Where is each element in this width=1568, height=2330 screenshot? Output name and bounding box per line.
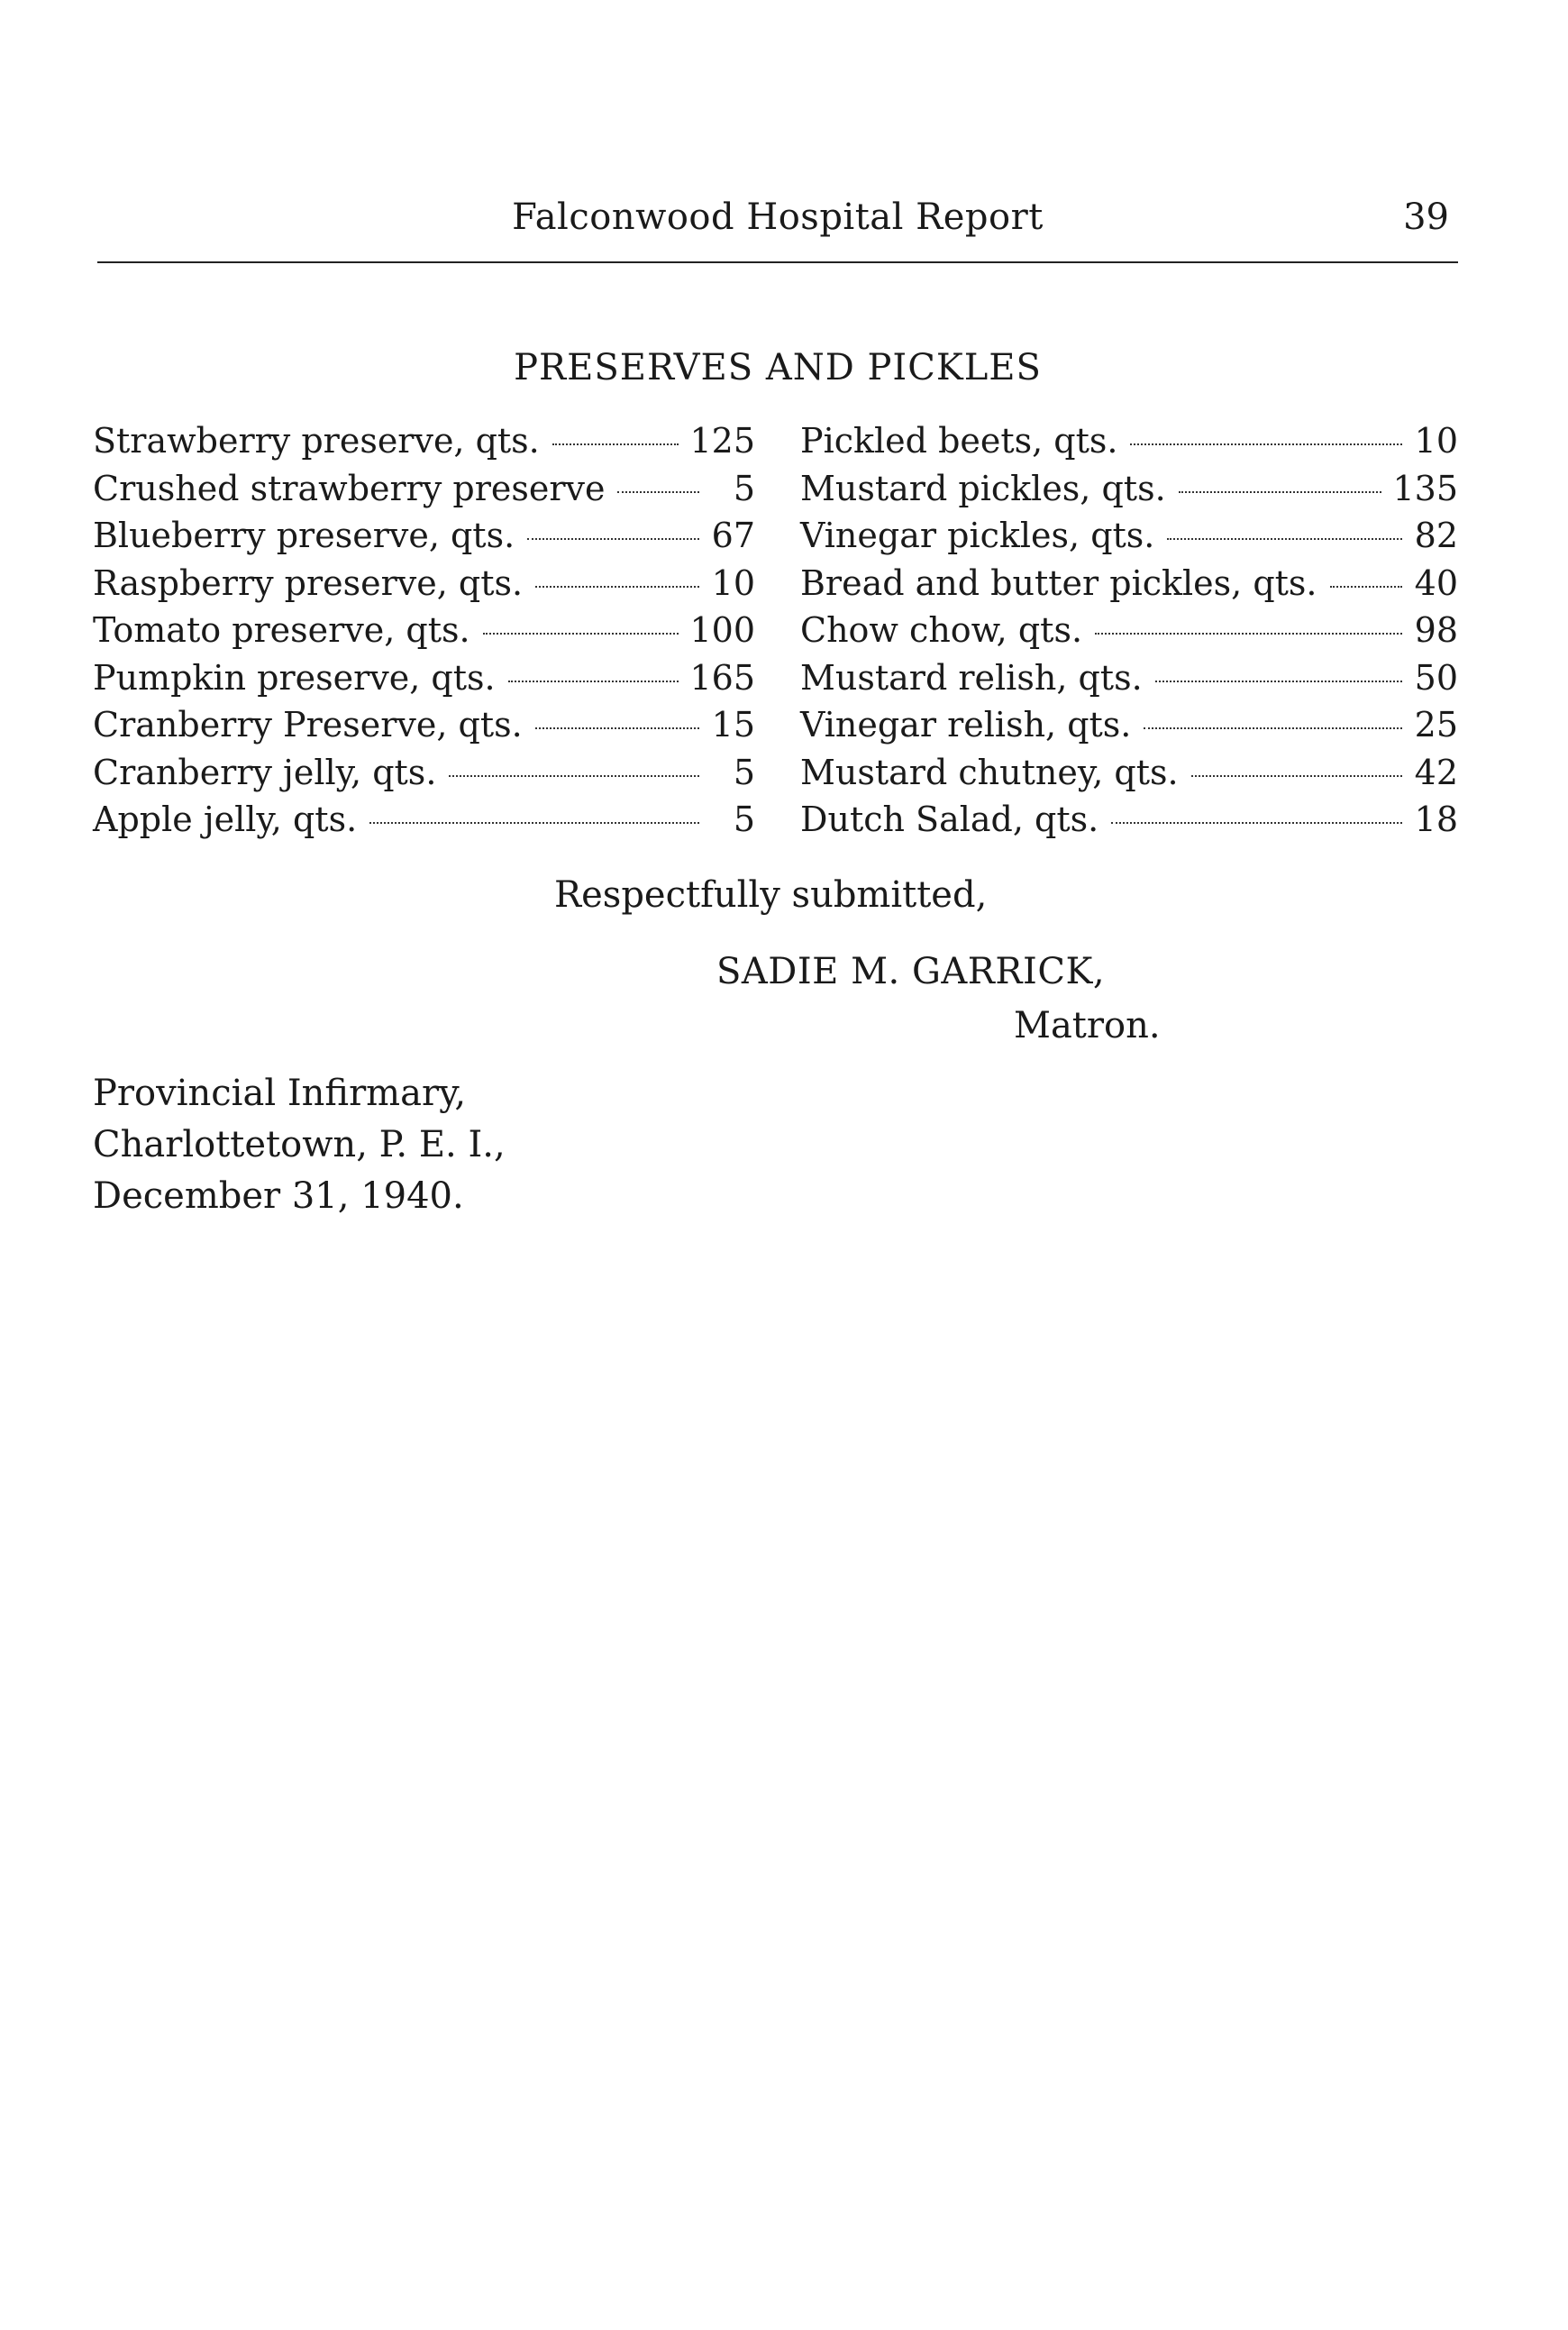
list-item bbox=[800, 465, 1458, 513]
list-item bbox=[800, 607, 1458, 654]
item-name: Cranberry jelly, qts. bbox=[93, 752, 437, 792]
item-quantity: 15 bbox=[711, 705, 755, 745]
item-name: Chow chow, qts. bbox=[800, 610, 1083, 650]
item-quantity: 40 bbox=[1414, 562, 1458, 603]
item-quantity: 82 bbox=[1414, 516, 1458, 555]
dot-leader bbox=[535, 727, 699, 729]
item-quantity: 50 bbox=[1414, 657, 1458, 698]
dot-leader bbox=[1111, 822, 1402, 824]
item-name: Cranberry Preserve, qts. bbox=[93, 705, 523, 745]
section-title: PRESERVES AND PICKLES bbox=[514, 347, 1042, 388]
item-quantity: 98 bbox=[1414, 610, 1458, 650]
item-quantity: 100 bbox=[689, 610, 755, 650]
list-item bbox=[800, 560, 1458, 608]
dot-leader bbox=[1167, 538, 1402, 540]
list-item bbox=[93, 654, 755, 702]
dot-leader bbox=[1130, 443, 1402, 445]
item-name: Bread and butter pickles, qts. bbox=[800, 562, 1317, 603]
item-quantity: 67 bbox=[711, 516, 755, 555]
item-quantity: 135 bbox=[1392, 468, 1458, 508]
list-item bbox=[93, 560, 755, 608]
item-name: Mustard relish, qts. bbox=[800, 657, 1143, 698]
item-quantity: 42 bbox=[1414, 752, 1458, 792]
dot-leader bbox=[1155, 681, 1402, 682]
item-quantity: 5 bbox=[733, 752, 755, 792]
list-item bbox=[93, 701, 755, 749]
closing-line: Respectfully submitted, bbox=[554, 874, 988, 916]
item-name: Dutch Salad, qts. bbox=[800, 800, 1099, 839]
dot-leader bbox=[483, 633, 679, 635]
list-item bbox=[93, 512, 755, 560]
header-rule bbox=[97, 261, 1458, 263]
address-block bbox=[93, 1068, 506, 1222]
item-quantity: 125 bbox=[689, 421, 755, 461]
dot-leader bbox=[1330, 586, 1402, 588]
dot-leader bbox=[1095, 633, 1402, 635]
list-item bbox=[800, 701, 1458, 749]
list-item bbox=[800, 417, 1458, 465]
list-item bbox=[93, 749, 755, 797]
left-column bbox=[93, 417, 755, 844]
item-name: Blueberry preserve, qts. bbox=[93, 516, 515, 555]
item-name: Mustard chutney, qts. bbox=[800, 752, 1179, 792]
item-name: Crushed strawberry preserve bbox=[93, 468, 606, 508]
list-item bbox=[93, 796, 755, 844]
address-line-institution: Provincial Infirmary, bbox=[93, 1073, 467, 1114]
item-name: Raspberry preserve, qts. bbox=[93, 562, 524, 603]
dot-leader bbox=[1144, 727, 1402, 729]
running-title: Falconwood Hospital Report bbox=[512, 196, 1044, 238]
item-name: Apple jelly, qts. bbox=[93, 800, 358, 839]
item-quantity: 10 bbox=[1414, 421, 1458, 461]
item-name: Vinegar relish, qts. bbox=[800, 705, 1132, 745]
item-name: Pickled beets, qts. bbox=[800, 421, 1118, 461]
list-item bbox=[93, 607, 755, 654]
dot-leader bbox=[449, 775, 699, 777]
item-quantity: 25 bbox=[1414, 705, 1458, 745]
signer-title: Matron. bbox=[1014, 1005, 1161, 1046]
item-quantity: 5 bbox=[733, 468, 755, 508]
dot-leader bbox=[617, 491, 699, 493]
item-name: Pumpkin preserve, qts. bbox=[93, 657, 496, 698]
dot-leader bbox=[508, 681, 679, 682]
list-item bbox=[800, 654, 1458, 702]
running-head bbox=[97, 196, 1458, 260]
item-quantity: 18 bbox=[1414, 800, 1458, 839]
dot-leader bbox=[527, 538, 699, 540]
list-item bbox=[93, 417, 755, 465]
list-item bbox=[93, 465, 755, 513]
list-item bbox=[800, 749, 1458, 797]
dot-leader bbox=[535, 586, 699, 588]
address-line-city: Charlottetown, P. E. I., bbox=[93, 1124, 506, 1165]
dot-leader bbox=[1179, 491, 1382, 493]
address-date: December 31, 1940. bbox=[93, 1175, 464, 1217]
right-column bbox=[800, 417, 1458, 844]
list-item bbox=[800, 796, 1458, 844]
dot-leader bbox=[369, 822, 699, 824]
item-name: Strawberry preserve, qts. bbox=[93, 421, 540, 461]
dot-leader bbox=[552, 443, 679, 445]
item-quantity: 165 bbox=[689, 657, 755, 698]
dot-leader bbox=[1191, 775, 1402, 777]
signer-name: SADIE M. GARRICK, bbox=[716, 951, 1106, 992]
list-item bbox=[800, 512, 1458, 560]
item-quantity: 10 bbox=[711, 562, 755, 603]
item-name: Tomato preserve, qts. bbox=[93, 610, 470, 650]
item-quantity: 5 bbox=[733, 800, 755, 839]
item-name: Vinegar pickles, qts. bbox=[800, 516, 1155, 555]
page-number: 39 bbox=[1403, 196, 1449, 238]
item-name: Mustard pickles, qts. bbox=[800, 468, 1166, 508]
